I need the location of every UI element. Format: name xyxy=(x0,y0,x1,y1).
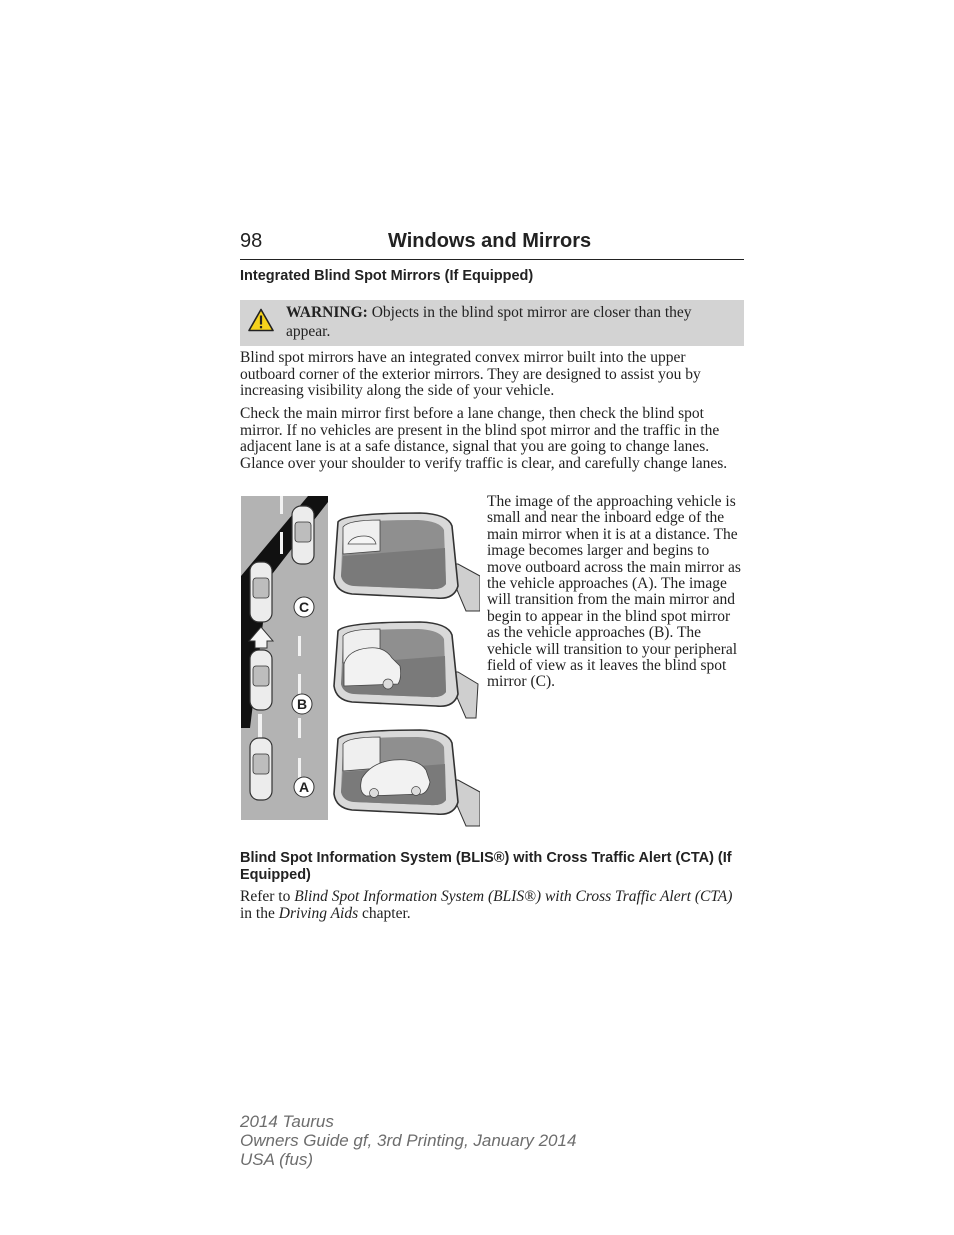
label-c xyxy=(294,597,314,617)
driving-aids-reference[interactable]: Driving Aids xyxy=(278,904,359,922)
footer-country: USA xyxy=(240,1150,275,1169)
section-heading-blind-spot-mirrors: Integrated Blind Spot Mirrors (If Equipped) xyxy=(240,268,534,284)
paragraph-blind-spot-intro: Blind spot mirrors have an integrated convex mirror built into the upper outboard corner of the exterior mirrors. They are designed to assist you by increasing visibility along the side of your vehicle. xyxy=(240,349,701,400)
car-approaching xyxy=(250,738,272,800)
footer-printing: Owners Guide gf, 3rd Printing, January 2014 xyxy=(240,1131,577,1150)
page-header xyxy=(240,229,744,260)
label-a xyxy=(294,777,314,797)
page-number: 98 xyxy=(240,230,263,252)
warning-box xyxy=(240,300,744,346)
footer-model: 2014 Taurus xyxy=(240,1112,334,1131)
paragraph-blis-reference xyxy=(240,889,744,922)
mirror-b xyxy=(334,622,478,718)
chapter-title: Windows and Mirrors xyxy=(388,230,592,252)
warning-label: WARNING: xyxy=(286,304,368,321)
refer-prefix: Refer to xyxy=(240,888,295,905)
page-footer xyxy=(240,1112,576,1169)
refer-middle: in the xyxy=(240,904,279,922)
svg-text:B: B xyxy=(296,696,308,712)
label-b xyxy=(292,694,312,714)
warning-triangle-icon xyxy=(248,308,274,332)
car-b xyxy=(250,562,272,622)
warning-text xyxy=(286,303,738,341)
figure-caption: The image of the approaching vehicle is small and near the inboard edge of the main mirror when it is at a distance. The image becomes larger and begins to move outboard across the main mirror as the vehicle approaches (A). The image will transition from the main mirror and begin to appear in the blind spot mirror as the vehicle approaches (B). The vehicle will transition to your peripheral field of view as it leaves the blind spot mirror (C). xyxy=(487,493,741,691)
blind-spot-mirror-diagram xyxy=(240,496,480,828)
svg-text:C: C xyxy=(298,599,310,615)
svg-text:A: A xyxy=(298,779,310,795)
car-a xyxy=(250,650,272,710)
refer-suffix: chapter. xyxy=(358,904,411,922)
mirror-a xyxy=(334,730,480,826)
footer-region-code: (fus) xyxy=(279,1150,314,1169)
blis-reference-link[interactable]: Blind Spot Information System (BLIS®) with Cross Traffic Alert (CTA) xyxy=(294,888,733,905)
section-heading-blis: Blind Spot Information System (BLIS®) with Cross Traffic Alert (CTA) (If Equipped) xyxy=(240,850,732,883)
footer-region xyxy=(240,1150,576,1169)
paragraph-lane-change: Check the main mirror first before a lane change, then check the blind spot mirror. If no vehicles are present in the blind spot mirror and the traffic in the adjacent lane is at a safe distance, signal that you are going to change lanes. Glance over your shoulder to verify traffic is clear, and carefully change lanes. xyxy=(240,405,728,472)
mirror-c xyxy=(334,513,480,611)
car-c xyxy=(292,506,314,564)
warning-message: Objects in the blind spot mirror are closer than they appear. xyxy=(286,304,692,340)
